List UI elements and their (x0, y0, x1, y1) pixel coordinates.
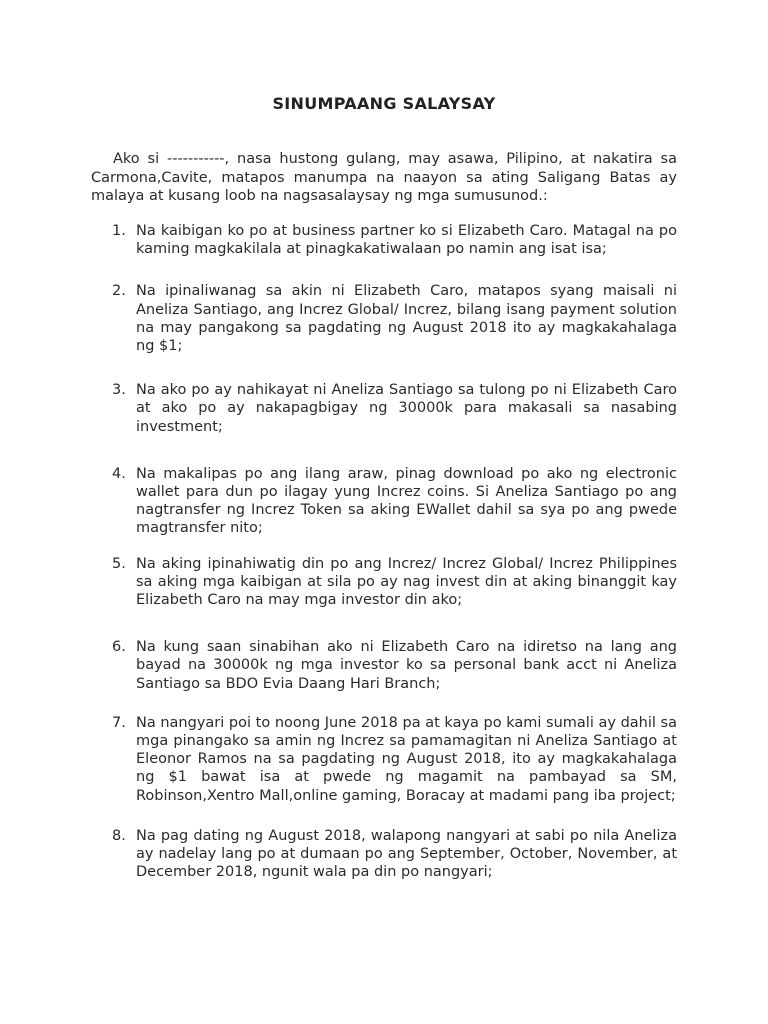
list-item (91, 638, 677, 693)
clause-number: 4. (112, 465, 126, 482)
list-item (91, 555, 677, 610)
clause-text: Na kaibigan ko po at business partner ko si Elizabeth Caro. Matagal na po kaming magkakilala at pinagkakatiwalaan po namin ang isat isa; (136, 223, 677, 258)
clause-text: Na kung saan sinabihan ako ni Elizabeth Caro na idiretso na lang ang bayad na 30000k ng mga investor ko sa personal bank acct ni Aneliza Santiago sa BDO Evia Daang Hari Branch; (136, 639, 677, 692)
clause-number: 2. (112, 283, 126, 300)
list-item (91, 282, 677, 355)
list-item (91, 222, 677, 258)
clause-number: 5. (112, 555, 126, 572)
clause-list (91, 222, 677, 881)
clause-number: 7. (112, 714, 126, 731)
clause-number: 3. (112, 382, 126, 399)
clause-text: Na nangyari poi to noong June 2018 pa at kaya po kami sumali ay dahil sa mga pinangako sa amin ng Increz sa pamamagitan ni Aneliza Santiago at Eleonor Ramos na sa pagdating ng August 2018, ito ay magkakahalaga ng $1 bawat isa at pwede ng magamit na pambayad sa SM, Robinson,Xentro Mall,online gaming, Boracay at madami pang iba project; (136, 714, 677, 804)
document-title: SINUMPAANG SALAYSAY (272, 94, 496, 113)
clause-text: Na makalipas po ang ilang araw, pinag download po ako ng electronic wallet para dun po ilagay yung Increz coins. Si Aneliza Santiago po ang nagtransfer ng Increz Token sa aking EWallet dahil sa sya po ang pwede magtransfer nito; (136, 465, 677, 537)
clause-number: 6. (112, 639, 126, 656)
clause-text: Na pag dating ng August 2018, walapong nangyari at sabi po nila Aneliza ay nadelay lang po at dumaan po ang September, October, November, at December 2018, ngunit wala pa din po nangyari; (136, 827, 677, 881)
list-item (91, 381, 677, 436)
list-item (91, 714, 677, 805)
clause-number: 1. (112, 223, 126, 239)
clause-text: Na ipinaliwanag sa akin ni Elizabeth Caro, matapos syang maisali ni Aneliza Santiago, ang Increz Global/ Increz, bilang isang payment solution na may pangakong sa pagdating ng August 2018 ito ay magkakahalaga ng $1; (136, 283, 677, 355)
list-item (91, 465, 677, 538)
intro-paragraph: Ako si -----------, nasa hustong gulang, may asawa, Pilipino, at nakatira sa Carmona,Cavite, matapos manumpa na naayon sa ating Saligang Batas ay malaya at kusang loob na nagsasalaysay ng mga sumusunod.: (91, 151, 677, 205)
clause-text: Na ako po ay nahikayat ni Aneliza Santiago sa tulong po ni Elizabeth Caro at ako po ay nakapagbigay ng 30000k para makasali sa nasabing investment; (136, 382, 677, 435)
clause-number: 8. (112, 827, 126, 844)
list-item (91, 827, 677, 882)
clause-text: Na aking ipinahiwatig din po ang Increz/ Increz Global/ Increz Philippines sa aking mga kaibigan at sila po ay nag invest din at aking binanggit kay Elizabeth Caro na may mga investor din ako; (136, 555, 677, 609)
